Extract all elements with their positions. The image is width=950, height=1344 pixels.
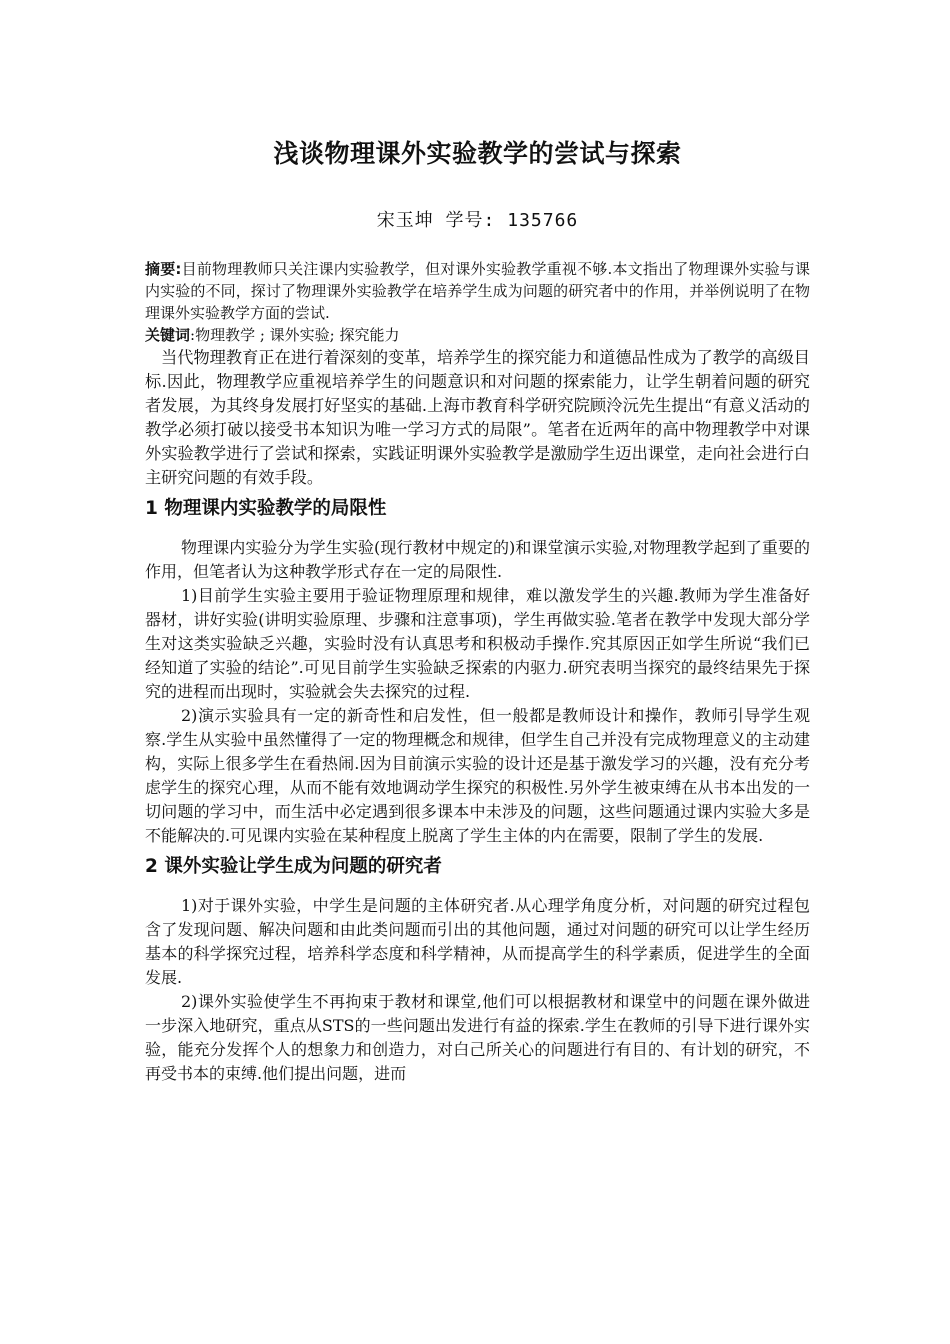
section-heading: 1 物理课内实验教学的局限性 — [145, 498, 387, 519]
keywords — [145, 324, 810, 346]
section-paragraph: 物理课内实验分为学生实验(现行教材中规定的)和课堂演示实验,对物理教学起到了重要的作用，但笔者认为这种教学形式存在一定的局限性. — [145, 538, 810, 581]
section-paragraph: 1)对于课外实验，中学生是问题的主体研究者.从心理学角度分析，对问题的研究过程包含了发现问题、解决问题和由此类问题而引出的其他问题，通过对问题的研究可以让学生经历基本的科学探究过程，培养科学态度和科学精神，从而提高学生的科学素质，促进学生的全面发展. — [145, 896, 810, 987]
abstract — [145, 258, 810, 324]
section-paragraph: 1)目前学生实验主要用于验证物理原理和规律，难以激发学生的兴趣.教师为学生准备好器材，讲好实验(讲明实验原理、步骤和注意事项)，学生再做实验.笔者在教学中发现大部分学生对这类实验缺乏兴趣，实验时没有认真思考和积极动手操作.究其原因正如学生所说“我们已经知道了实验的结论”.可见目前学生实验缺乏探索的内驱力.研究表明当探究的最终结果先于探究的进程而出现时，实验就会失去探究的过程. — [145, 586, 810, 701]
author-line: 宋玉坤 学号: 135766 — [376, 210, 579, 231]
section-paragraph: 2)课外实验使学生不再拘束于教材和课堂,他们可以根据教材和课堂中的问题在课外做进一步深入地研究，重点从STS的一些问题出发进行有益的探索.学生在教师的引导下进行课外实验，能充分发挥个人的想象力和创造力，对白己所关心的问题进行有目的、有计划的研究，不再受书本的束缚.他们提出问题，进而 — [145, 992, 810, 1083]
section-heading: 2 课外实验让学生成为问题的研究者 — [145, 856, 442, 877]
abstract-text: 目前物理教师只关注课内实验教学，但对课外实验教学重视不够.本文指出了物理课外实验与课内实验的不同，探讨了物理课外实验教学在培养学生成为问题的研究者中的作用，并举例说明了在物理课外实验教学方面的尝试. — [145, 260, 810, 322]
page-title: 浅谈物理课外实验教学的尝试与探索 — [273, 139, 682, 168]
abstract-label: 摘要: — [145, 260, 182, 278]
intro-paragraph: 当代物理教育正在进行着深刻的变革，培养学生的探究能力和道德品性成为了教学的高级目标.因此，物理教学应重视培养学生的问题意识和对问题的探索能力，让学生朝着问题的研究者发展，为其终身发展打好坚实的基础.上海市教育科学研究院顾泠沅先生提出“有意义活动的教学必须打破以接受书本知识为唯一学习方式的局限”。笔者在近两年的高中物理教学中对课外实验教学进行了尝试和探索，实践证明课外实验教学是激励学生迈出课堂，走向社会进行白主研究问题的有效手段。 — [145, 348, 810, 487]
keywords-label: 关键词 — [145, 326, 191, 344]
section-paragraph: 2)演示实验具有一定的新奇性和启发性，但一般都是教师设计和操作，教师引导学生观察.学生从实验中虽然懂得了一定的物理概念和规律，但学生自己并没有完成物理意义的主动建构，实际上很多学生在看热闹.因为目前演示实验的设计还是基于激发学习的兴趣，没有充分考虑学生的探究心理，从而不能有效地调动学生探究的积极性.另外学生被束缚在从书本出发的一切问题的学习中，而生活中必定遇到很多课本中未涉及的问题，这些问题通过课内实验大多是不能解决的.可见课内实验在某种程度上脱离了学生主体的内在需要，限制了学生的发展. — [145, 706, 810, 845]
keywords-text: :物理教学 ; 课外实验; 探究能力 — [190, 326, 400, 344]
